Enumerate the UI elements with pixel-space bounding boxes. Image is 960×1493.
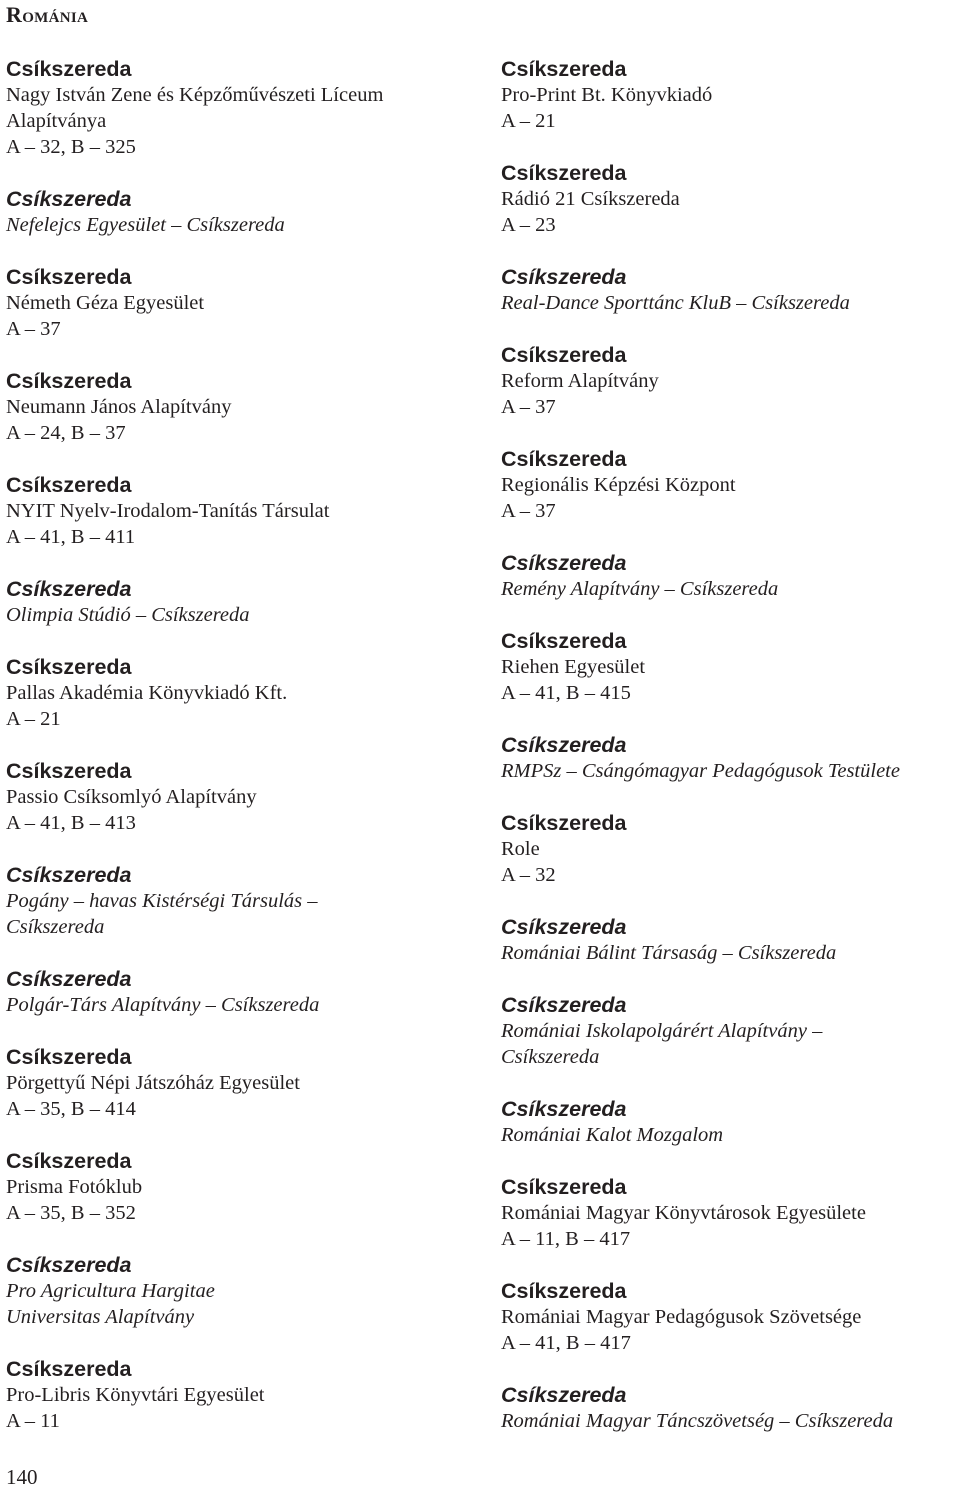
entry-spacer: [501, 784, 960, 810]
entry-line: A – 41, B – 413: [6, 812, 136, 834]
entry-spacer: [501, 524, 960, 550]
directory-entry: [501, 160, 960, 238]
entry-line: Pogány – havas Kistérségi Társulás –: [6, 890, 318, 912]
entry-line: A – 11: [6, 1410, 60, 1432]
entry-city: Csíkszereda: [501, 447, 627, 471]
entry-spacer: [6, 628, 476, 654]
entry-line: NYIT Nyelv-Irodalom-Tanítás Társulat: [6, 500, 330, 522]
entry-line: Neumann János Alapítvány: [6, 396, 232, 418]
entry-spacer: [501, 134, 960, 160]
entry-city: Csíkszereda: [501, 343, 627, 367]
entry-line: Nagy István Zene és Képzőművészeti Líceum: [6, 84, 384, 106]
entry-line: Nefelejcs Egyesület – Csíkszereda: [6, 214, 285, 236]
entry-line: Pallas Akadémia Könyvkiadó Kft.: [6, 682, 288, 704]
entry-line: Role: [501, 838, 540, 860]
entry-line: Olimpia Stúdió – Csíkszereda: [6, 604, 250, 626]
entry-spacer: [6, 940, 476, 966]
entry-line: A – 37: [501, 500, 556, 522]
directory-entry: [501, 56, 960, 134]
directory-entry: [6, 1356, 476, 1434]
entry-spacer: [501, 1356, 960, 1382]
entry-spacer: [501, 1148, 960, 1174]
directory-entry: [6, 758, 476, 836]
directory-entry: [501, 1382, 960, 1434]
entry-spacer: [6, 238, 476, 264]
directory-entry: [6, 368, 476, 446]
entry-line: A – 37: [501, 396, 556, 418]
entry-line: A – 11, B – 417: [501, 1228, 631, 1250]
entry-line: A – 32, B – 325: [6, 136, 136, 158]
entry-line: A – 41, B – 417: [501, 1332, 631, 1354]
directory-entry: [6, 1148, 476, 1226]
entry-line: Pro-Libris Könyvtári Egyesület: [6, 1384, 265, 1406]
entry-spacer: [501, 316, 960, 342]
entry-city: Csíkszereda: [6, 967, 132, 991]
entry-city: Csíkszereda: [6, 473, 132, 497]
entry-line: Prisma Fotóklub: [6, 1176, 143, 1198]
entry-line: A – 41, B – 411: [6, 526, 136, 548]
entry-spacer: [6, 342, 476, 368]
entry-line: Riehen Egyesület: [501, 656, 646, 678]
directory-entry: [6, 264, 476, 342]
entry-spacer: [501, 420, 960, 446]
entry-city: Csíkszereda: [501, 1097, 627, 1121]
entry-city: Csíkszereda: [501, 629, 627, 653]
entry-city: Csíkszereda: [501, 915, 627, 939]
entry-spacer: [501, 1070, 960, 1096]
entry-city: Csíkszereda: [501, 551, 627, 575]
entry-line: Real-Dance Sporttánc KluB – Csíkszereda: [501, 292, 850, 314]
entry-city: Csíkszereda: [6, 655, 132, 679]
directory-entry: [6, 862, 476, 940]
directory-entry: [501, 810, 960, 888]
directory-entry: [6, 966, 476, 1018]
entry-line: A – 35, B – 352: [6, 1202, 136, 1224]
directory-entry: [501, 732, 960, 784]
entry-line: Polgár-Társ Alapítvány – Csíkszereda: [6, 994, 320, 1016]
entry-line: Romániai Magyar Táncszövetség – Csíkszereda: [501, 1410, 894, 1432]
entry-city: Csíkszereda: [501, 1383, 627, 1407]
entry-line: Pro Agricultura Hargitae: [6, 1280, 215, 1302]
entry-line: Passio Csíksomlyó Alapítvány: [6, 786, 257, 808]
right-column: [501, 56, 960, 1434]
entry-line: Romániai Kalot Mozgalom: [501, 1124, 724, 1146]
entry-city: Csíkszereda: [6, 1045, 132, 1069]
directory-entry: [6, 56, 476, 160]
entry-spacer: [6, 732, 476, 758]
entry-spacer: [6, 1018, 476, 1044]
entry-line: Csíkszereda: [6, 916, 105, 938]
entry-city: Csíkszereda: [6, 759, 132, 783]
entry-line: Romániai Magyar Pedagógusok Szövetsége: [501, 1306, 862, 1328]
entry-city: Csíkszereda: [501, 265, 627, 289]
directory-entry: [6, 576, 476, 628]
entry-line: Romániai Iskolapolgárért Alapítvány –: [501, 1020, 823, 1042]
entry-spacer: [6, 836, 476, 862]
entry-city: Csíkszereda: [6, 57, 132, 81]
left-column: [6, 56, 476, 1434]
entry-line: Pörgettyű Népi Játszóház Egyesület: [6, 1072, 300, 1094]
entry-city: Csíkszereda: [501, 1279, 627, 1303]
entry-spacer: [6, 1122, 476, 1148]
entry-line: Pro-Print Bt. Könyvkiadó: [501, 84, 713, 106]
directory-entry: [501, 1096, 960, 1148]
entry-spacer: [6, 1226, 476, 1252]
entry-line: Alapítványa: [6, 110, 107, 132]
entry-city: Csíkszereda: [501, 161, 627, 185]
entry-line: A – 21: [501, 110, 556, 132]
directory-entry: [501, 550, 960, 602]
entry-spacer: [501, 602, 960, 628]
entry-city: Csíkszereda: [6, 369, 132, 393]
entry-city: Csíkszereda: [6, 1253, 132, 1277]
page-header: Románia: [6, 2, 89, 27]
entry-spacer: [6, 160, 476, 186]
entry-spacer: [501, 238, 960, 264]
entry-line: Romániai Magyar Könyvtárosok Egyesülete: [501, 1202, 866, 1224]
entry-city: Csíkszereda: [6, 1149, 132, 1173]
directory-entry: [6, 1044, 476, 1122]
entry-line: Remény Alapítvány – Csíkszereda: [501, 578, 779, 600]
directory-entry: [6, 472, 476, 550]
entry-line: Romániai Bálint Társaság – Csíkszereda: [501, 942, 837, 964]
entry-line: A – 24, B – 37: [6, 422, 126, 444]
entry-line: Regionális Képzési Központ: [501, 474, 736, 496]
directory-entry: [501, 914, 960, 966]
directory-entry: [501, 628, 960, 706]
entry-spacer: [6, 1330, 476, 1356]
entry-city: Csíkszereda: [6, 265, 132, 289]
entry-line: RMPSz – Csángómagyar Pedagógusok Testülete: [501, 760, 900, 782]
entry-line: A – 37: [6, 318, 61, 340]
entry-line: A – 23: [501, 214, 556, 236]
directory-entry: [501, 446, 960, 524]
entry-spacer: [6, 550, 476, 576]
entry-spacer: [501, 888, 960, 914]
entry-line: Németh Géza Egyesület: [6, 292, 205, 314]
entry-city: Csíkszereda: [6, 187, 132, 211]
directory-entry: [501, 264, 960, 316]
entry-line: A – 35, B – 414: [6, 1098, 136, 1120]
entry-city: Csíkszereda: [6, 577, 132, 601]
entry-spacer: [501, 966, 960, 992]
entry-city: Csíkszereda: [501, 57, 627, 81]
directory-entry: [501, 1278, 960, 1356]
entry-spacer: [501, 1252, 960, 1278]
entry-spacer: [501, 706, 960, 732]
entry-city: Csíkszereda: [501, 733, 627, 757]
entry-city: Csíkszereda: [501, 1175, 627, 1199]
entry-spacer: [6, 446, 476, 472]
directory-entry: [6, 654, 476, 732]
entry-city: Csíkszereda: [6, 1357, 132, 1381]
directory-entry: [501, 342, 960, 420]
entry-line: Csíkszereda: [501, 1046, 600, 1068]
directory-entry: [501, 992, 960, 1070]
directory-entry: [501, 1174, 960, 1252]
entry-line: Reform Alapítvány: [501, 370, 659, 392]
directory-entry: [6, 1252, 476, 1330]
entry-line: Universitas Alapítvány: [6, 1306, 195, 1328]
directory-entry: [6, 186, 476, 238]
entry-line: Rádió 21 Csíkszereda: [501, 188, 680, 210]
entry-city: Csíkszereda: [501, 993, 627, 1017]
entry-line: A – 21: [6, 708, 61, 730]
entry-city: Csíkszereda: [6, 863, 132, 887]
page-number: 140: [6, 1465, 38, 1489]
entry-city: Csíkszereda: [501, 811, 627, 835]
entry-line: A – 41, B – 415: [501, 682, 631, 704]
entry-line: A – 32: [501, 864, 556, 886]
